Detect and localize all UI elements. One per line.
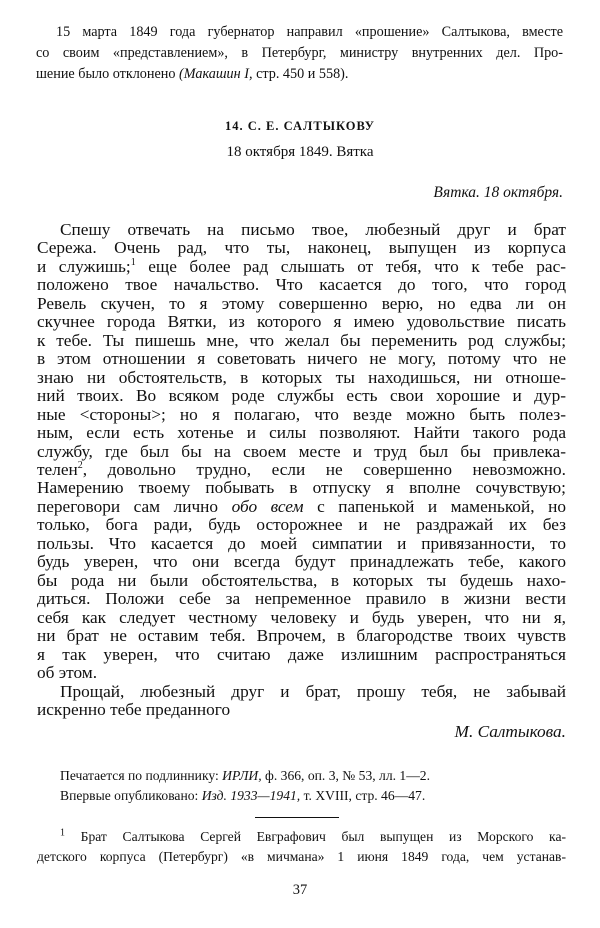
body-line-14: телен$^2$, довольно трудно, если не совершенно невозможно.	[37, 460, 566, 479]
body-line-16: переговори сам лично обо всем с папенькой и маменькой, но	[37, 497, 567, 516]
body-line-4: положено твое начальство. Что касается до того, что город	[37, 275, 566, 294]
body-line-13: службу, где был бы на своем месте и труд был бы привлека-	[37, 442, 566, 461]
body-line-20: бы рода ни были обстоятельства, в которых ты будешь нахо-	[37, 571, 566, 590]
body-line-8: в этом отношении я советовать ничего не могу, потому что не	[37, 349, 566, 368]
footnote-line-2: детского корпуса (Петербург) «в мичмана» 1 июня 1849 года, чем устанав-	[37, 849, 566, 864]
body-line-12: ным, если есть хотенье и силы позволяют. Найти такого рода	[37, 423, 566, 442]
body-line-10: ний твоих. Во всяком роде службы есть свои хорошие и дур-	[37, 386, 566, 405]
body-line-18: пользы. Что касается до моей симпатии и привязанности, то	[37, 534, 566, 553]
body-line-25: об этом.	[37, 663, 98, 682]
body-line-17: только, бога ради, будь осторожнее и не раздражай их без	[37, 515, 566, 534]
body-line-19: будь уверен, что они всегда будут принадлежать тебе, какого	[37, 552, 566, 571]
body-line-6: скучнее города Вятки, из которого я имею удовольствие писать	[37, 312, 566, 331]
signature: М. Салтыкова.	[454, 722, 566, 741]
intro-line-1: 15 марта 1849 года губернатор направил «прошение» Салтыкова, вместе	[56, 24, 563, 40]
body-line-23: ни брат не оставим тебя. Впрочем, в благородстве твоих чувств	[37, 626, 566, 645]
body-line-1: Спешу отвечать на письмо твое, любезный друг и брат	[60, 220, 566, 239]
body-line-5: Ревель скучен, то я этому совершенно верю, но едва ли он	[37, 294, 566, 313]
body-line-3: и служишь;$^1$ еще более рад слышать от тебя, что к тебе рас-	[37, 257, 567, 276]
intro-line-2: со своим «представлением», в Петербург, министру внутренних дел. Про-	[36, 45, 563, 61]
letter-number-heading: 14. С. Е. САЛТЫКОВУ	[225, 119, 375, 133]
body-line-15: Намерению твоему побывать в отпуску я вполне сочувствую;	[37, 478, 566, 497]
footnote-ref-2: 2	[77, 460, 83, 472]
place-date: Вятка. 18 октября.	[433, 184, 563, 201]
body-line-21: диться. Положи себе за непременное правило в жизни вести	[37, 589, 566, 608]
body-line-9: знаю ни обстоятельств, в которых ты находишься, ни отноше-	[37, 368, 566, 387]
source-note-first-published: Впервые опубликовано: Изд. 1933—1941, т. XVIII, стр. 46—47.	[60, 788, 426, 803]
footnote-separator	[255, 817, 339, 818]
letter-date-heading: 18 октября 1849. Вятка	[226, 144, 374, 160]
footnote-line-1: $^1$ Брат Салтыкова Сергей Евграфович был выпущен из Морского ка-	[60, 827, 566, 844]
footnote-ref-1: 1	[130, 257, 136, 269]
page-number: 37	[292, 882, 308, 898]
source-note-original: Печатается по подлиннику: ИРЛИ, ф. 366, оп. 3, № 53, лл. 1—2.	[60, 768, 431, 783]
body-line-2: Сережа. Очень рад, что ты, наконец, выпущен из корпуса	[37, 238, 566, 257]
body-line-22: себя как следует честному человеку и будь уверен, что ни я,	[37, 608, 566, 627]
intro-line-3: шение было отклонено (Макашин I, стр. 450 и 558).	[36, 66, 349, 82]
body-line-7: к тебе. Ты пишешь мне, что желал бы переменить род службы;	[37, 331, 566, 350]
body-line-11: ные <стороны>; но я полагаю, что везде можно быть полез-	[37, 405, 566, 424]
body-line-24: я так уверен, что считаю даже излишним распространяться	[37, 645, 566, 664]
body-line-26: Прощай, любезный друг и брат, прошу тебя, не забывай	[60, 682, 566, 701]
body-line-27: искренно тебе преданного	[37, 700, 231, 719]
